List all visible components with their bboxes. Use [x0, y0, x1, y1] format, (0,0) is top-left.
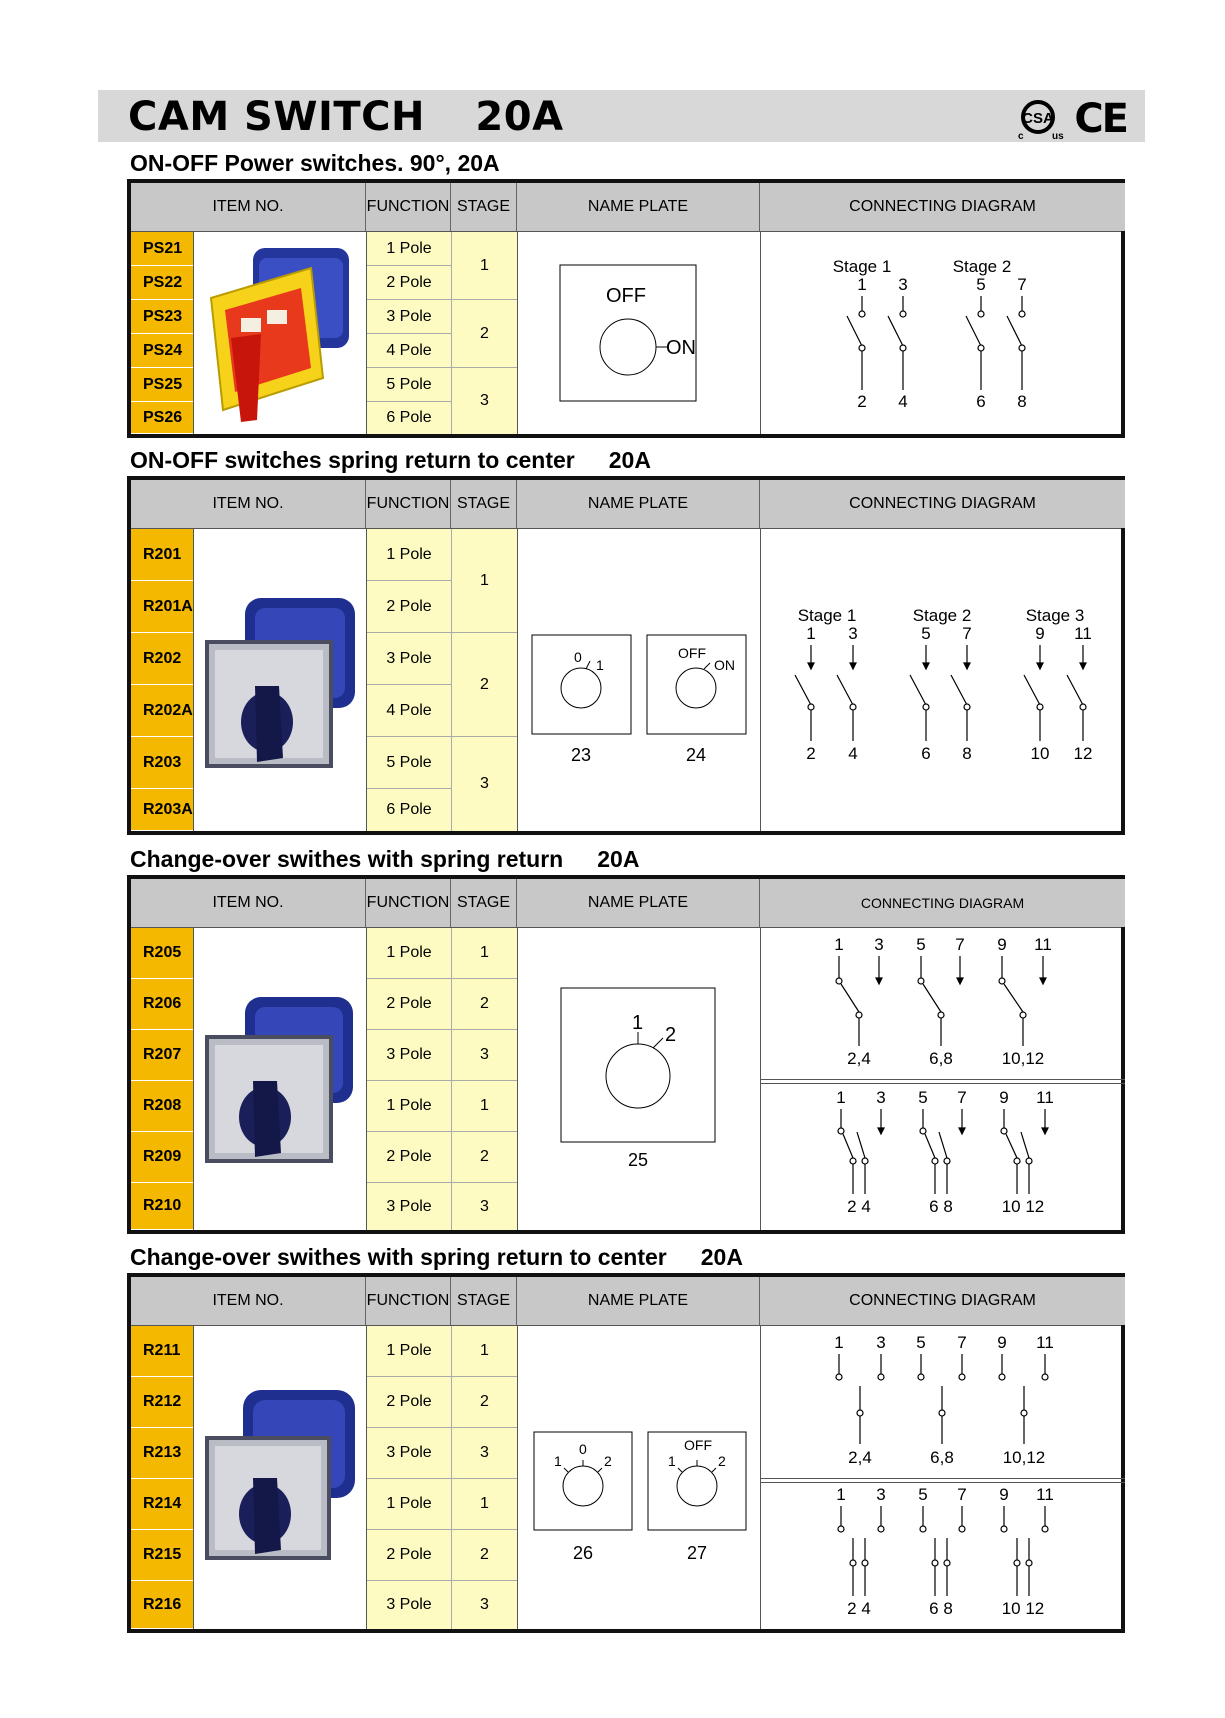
- d4-b-7: 7: [957, 1485, 967, 1504]
- plate23-code: 23: [570, 745, 592, 765]
- csa-logo-icon: [1012, 97, 1068, 141]
- item-ps22: PS22: [131, 266, 194, 300]
- item-r213: R213: [131, 1428, 194, 1479]
- product-photo-r205: [199, 989, 363, 1169]
- col-plate-2: NAME PLATE: [517, 480, 760, 528]
- plate24-label-off: OFF: [678, 645, 706, 661]
- stage-r216: 3: [451, 1581, 517, 1629]
- function-ps24: 4 Pole: [367, 334, 451, 368]
- d4-a-1: 1: [834, 1333, 844, 1352]
- csa-us-text: us: [1052, 131, 1064, 141]
- csa-c-text: c: [1018, 131, 1024, 141]
- csa-text: CSA: [1022, 110, 1055, 127]
- stage2-3: 3: [451, 737, 517, 831]
- d3-b-5: 5: [918, 1088, 928, 1107]
- col-function-4: FUNCTION: [366, 1277, 451, 1325]
- function-r206: 2 Pole: [367, 979, 451, 1030]
- d2-top-1: 1: [806, 624, 816, 643]
- stage-r211: 1: [451, 1326, 517, 1377]
- function-r201a: 2 Pole: [367, 581, 451, 633]
- plate26-label-2: 2: [604, 1453, 612, 1469]
- col-diagram-3: CONNECTING DIAGRAM: [760, 879, 1125, 927]
- col-diagram-4: CONNECTING DIAGRAM: [760, 1277, 1125, 1325]
- stage-r214: 1: [451, 1479, 517, 1530]
- col-function-3: FUNCTION: [366, 879, 451, 927]
- item-r206: R206: [131, 979, 194, 1030]
- col-diagram-2: CONNECTING DIAGRAM: [760, 480, 1125, 528]
- col-plate-4: NAME PLATE: [517, 1277, 760, 1325]
- d4-a-7: 7: [957, 1333, 967, 1352]
- function-r208: 1 Pole: [367, 1081, 451, 1132]
- item-r201: R201: [131, 529, 194, 581]
- item-r210: R210: [131, 1183, 194, 1230]
- d2-stage1: Stage 1: [797, 606, 857, 625]
- d3-a-c68: 6,8: [929, 1049, 953, 1068]
- d4-a-5: 5: [916, 1333, 926, 1352]
- col-item-4: ITEM NO.: [131, 1277, 366, 1325]
- plate23-label-1: 1: [596, 657, 604, 673]
- d4-a-9: 9: [997, 1333, 1007, 1352]
- term-3: 3: [898, 275, 908, 294]
- function-ps21: 1 Pole: [367, 232, 451, 266]
- plate25-code: 25: [627, 1150, 649, 1170]
- function-r202: 3 Pole: [367, 633, 451, 685]
- section-title-change-over: [130, 846, 639, 873]
- title-amp: 20A: [475, 94, 564, 140]
- item-r216: R216: [131, 1581, 194, 1629]
- table-spring-return-center: [127, 476, 1125, 835]
- table-change-over-center: [127, 1273, 1125, 1633]
- term-6: 6: [976, 392, 986, 411]
- section-title-spring-center: [130, 447, 651, 474]
- item-r211: R211: [131, 1326, 194, 1377]
- d2-bot-12: 12: [1073, 744, 1093, 763]
- name-plate-on-off: [518, 232, 760, 434]
- function-r211: 1 Pole: [367, 1326, 451, 1377]
- section4-title-text: Change-over swithes with spring return to center: [130, 1244, 667, 1270]
- d3-b-c24: 2 4: [847, 1197, 871, 1216]
- item-r202a: R202A: [131, 685, 194, 737]
- page-title: [128, 94, 564, 140]
- product-photo-r201: [199, 590, 363, 770]
- item-r201a: R201A: [131, 581, 194, 633]
- d4-b-1: 1: [836, 1485, 846, 1504]
- d4-b-11: 11: [1036, 1485, 1054, 1504]
- d4-a-c24: 2,4: [848, 1448, 872, 1467]
- stage-r206: 2: [451, 979, 517, 1030]
- title-main: CAM SWITCH: [128, 94, 425, 140]
- plate27-code: 27: [686, 1543, 708, 1563]
- name-plates-23-24: [518, 529, 760, 831]
- item-ps26: PS26: [131, 402, 194, 434]
- item-ps21: PS21: [131, 232, 194, 266]
- plate27-label-2: 2: [718, 1453, 726, 1469]
- stage-r208: 1: [451, 1081, 517, 1132]
- item-ps23: PS23: [131, 300, 194, 334]
- item-ps25: PS25: [131, 368, 194, 402]
- item-r215: R215: [131, 1530, 194, 1581]
- stage-r210: 3: [451, 1183, 517, 1230]
- table-power-switches: [127, 179, 1125, 438]
- function-r216: 3 Pole: [367, 1581, 451, 1629]
- d2-top-7: 7: [962, 624, 972, 643]
- item-r203a: R203A: [131, 789, 194, 831]
- d3-a-c24: 2,4: [847, 1049, 871, 1068]
- col-item-3: ITEM NO.: [131, 879, 366, 927]
- plate24-label-on: ON: [714, 657, 735, 673]
- plate26-label-0: 0: [579, 1441, 587, 1457]
- plate27-label-1: 1: [668, 1453, 676, 1469]
- d2-top-3: 3: [848, 624, 858, 643]
- stage-r205: 1: [451, 928, 517, 979]
- diagram-stage1: Stage 1: [832, 257, 892, 276]
- d4-a-3: 3: [876, 1333, 886, 1352]
- col-function: FUNCTION: [366, 183, 451, 231]
- section2-title-text: ON-OFF switches spring return to center: [130, 447, 575, 473]
- d3-b-1: 1: [836, 1088, 846, 1107]
- col-stage: STAGE: [451, 183, 517, 231]
- item-r203: R203: [131, 737, 194, 789]
- connecting-diagram-spring-center: [761, 529, 1125, 831]
- name-plates-26-27: [518, 1326, 760, 1629]
- d2-bot-6: 6: [921, 744, 931, 763]
- section-title-power: ON-OFF Power switches. 90°, 20A: [130, 150, 500, 176]
- section3-amp: 20A: [597, 846, 640, 872]
- stage-r212: 2: [451, 1377, 517, 1428]
- d3-a-1: 1: [834, 935, 844, 954]
- col-plate: NAME PLATE: [517, 183, 760, 231]
- d3-b-3: 3: [876, 1088, 886, 1107]
- item-r214: R214: [131, 1479, 194, 1530]
- function-r207: 3 Pole: [367, 1030, 451, 1081]
- item-r207: R207: [131, 1030, 194, 1081]
- col-diagram: CONNECTING DIAGRAM: [760, 183, 1125, 231]
- function-r203: 5 Pole: [367, 737, 451, 789]
- page-header: [98, 90, 1145, 142]
- d3-b-c1012: 10 12: [1001, 1197, 1045, 1216]
- col-stage-4: STAGE: [451, 1277, 517, 1325]
- d3-a-c1012: 10,12: [1001, 1049, 1045, 1068]
- stage-r213: 3: [451, 1428, 517, 1479]
- d2-top-11: 11: [1074, 624, 1092, 643]
- function-r213: 3 Pole: [367, 1428, 451, 1479]
- d4-b-3: 3: [876, 1485, 886, 1504]
- section-title-change-over-center: [130, 1244, 743, 1271]
- function-ps26: 6 Pole: [367, 402, 451, 434]
- stage-r207: 3: [451, 1030, 517, 1081]
- function-r202a: 4 Pole: [367, 685, 451, 737]
- plate26-code: 26: [572, 1543, 594, 1563]
- col-stage-2: STAGE: [451, 480, 517, 528]
- stage2-2: 2: [451, 633, 517, 737]
- function-r215: 2 Pole: [367, 1530, 451, 1581]
- plate25-label-2: 2: [665, 1024, 677, 1046]
- cert-logos: [1012, 96, 1127, 142]
- col-item-2: ITEM NO.: [131, 480, 366, 528]
- d2-stage3: Stage 3: [1025, 606, 1085, 625]
- d3-a-11: 11: [1034, 935, 1052, 954]
- term-1: 1: [857, 275, 867, 294]
- function-r212: 2 Pole: [367, 1377, 451, 1428]
- item-ps24: PS24: [131, 334, 194, 368]
- plate27-label-off: OFF: [684, 1437, 712, 1453]
- function-r203a: 6 Pole: [367, 789, 451, 831]
- d2-bot-2: 2: [806, 744, 816, 763]
- table-change-over-spring: [127, 875, 1125, 1234]
- plate-off-label: OFF: [606, 285, 646, 307]
- d4-b-c68: 6 8: [929, 1599, 953, 1618]
- d3-b-c68: 6 8: [929, 1197, 953, 1216]
- function-ps25: 5 Pole: [367, 368, 451, 402]
- col-item: ITEM NO.: [131, 183, 366, 231]
- stage-3: 3: [451, 368, 517, 434]
- d3-b-9: 9: [999, 1088, 1009, 1107]
- d2-bot-10: 10: [1030, 744, 1050, 763]
- term-7: 7: [1017, 275, 1027, 294]
- d4-b-9: 9: [999, 1485, 1009, 1504]
- d3-a-9: 9: [997, 935, 1007, 954]
- d2-stage2: Stage 2: [912, 606, 972, 625]
- d3-a-5: 5: [916, 935, 926, 954]
- diagram-stage2: Stage 2: [952, 257, 1012, 276]
- connecting-diagram-change-over: [761, 928, 1125, 1230]
- plate23-label-0: 0: [574, 649, 582, 665]
- item-r209: R209: [131, 1132, 194, 1183]
- col-function-2: FUNCTION: [366, 480, 451, 528]
- plate25-label-1: 1: [632, 1012, 644, 1034]
- section3-title-text: Change-over swithes with spring return: [130, 846, 564, 872]
- function-ps22: 2 Pole: [367, 266, 451, 300]
- d4-b-c24: 2 4: [847, 1599, 871, 1618]
- d4-b-c1012: 10 12: [1001, 1599, 1045, 1618]
- d4-a-c1012: 10,12: [1002, 1448, 1046, 1467]
- item-r202: R202: [131, 633, 194, 685]
- d3-a-7: 7: [955, 935, 965, 954]
- function-r209: 2 Pole: [367, 1132, 451, 1183]
- item-r212: R212: [131, 1377, 194, 1428]
- d2-bot-8: 8: [962, 744, 972, 763]
- d4-a-c68: 6,8: [930, 1448, 954, 1467]
- col-plate-3: NAME PLATE: [517, 879, 760, 927]
- function-r210: 3 Pole: [367, 1183, 451, 1230]
- d3-b-11: 11: [1036, 1088, 1054, 1107]
- connecting-diagram-change-over-center: [761, 1326, 1125, 1629]
- term-8: 8: [1017, 392, 1027, 411]
- term-5: 5: [976, 275, 986, 294]
- item-r208: R208: [131, 1081, 194, 1132]
- plate-on-label: ON: [666, 337, 696, 359]
- stage-r215: 2: [451, 1530, 517, 1581]
- function-ps23: 3 Pole: [367, 300, 451, 334]
- name-plate-25: [518, 928, 760, 1230]
- d4-a-11: 11: [1036, 1333, 1054, 1352]
- connecting-diagram-power: [761, 232, 1125, 434]
- term-4: 4: [898, 392, 908, 411]
- item-r205: R205: [131, 928, 194, 979]
- plate26-label-1: 1: [554, 1453, 562, 1469]
- d4-b-5: 5: [918, 1485, 928, 1504]
- stage-1: 1: [451, 232, 517, 300]
- function-r205: 1 Pole: [367, 928, 451, 979]
- section2-amp: 20A: [608, 447, 651, 473]
- d2-bot-4: 4: [848, 744, 858, 763]
- d3-a-3: 3: [874, 935, 884, 954]
- section4-amp: 20A: [700, 1244, 743, 1270]
- stage2-1: 1: [451, 529, 517, 633]
- product-photo-r211: [199, 1382, 363, 1562]
- stage-2: 2: [451, 300, 517, 368]
- d2-top-9: 9: [1035, 624, 1045, 643]
- term-2: 2: [857, 392, 867, 411]
- d2-top-5: 5: [921, 624, 931, 643]
- stage-r209: 2: [451, 1132, 517, 1183]
- function-r214: 1 Pole: [367, 1479, 451, 1530]
- col-stage-3: STAGE: [451, 879, 517, 927]
- ce-logo: CE: [1074, 96, 1127, 142]
- d3-b-7: 7: [957, 1088, 967, 1107]
- product-photo-ps-switch: [201, 238, 359, 428]
- function-r201: 1 Pole: [367, 529, 451, 581]
- plate24-code: 24: [685, 745, 707, 765]
